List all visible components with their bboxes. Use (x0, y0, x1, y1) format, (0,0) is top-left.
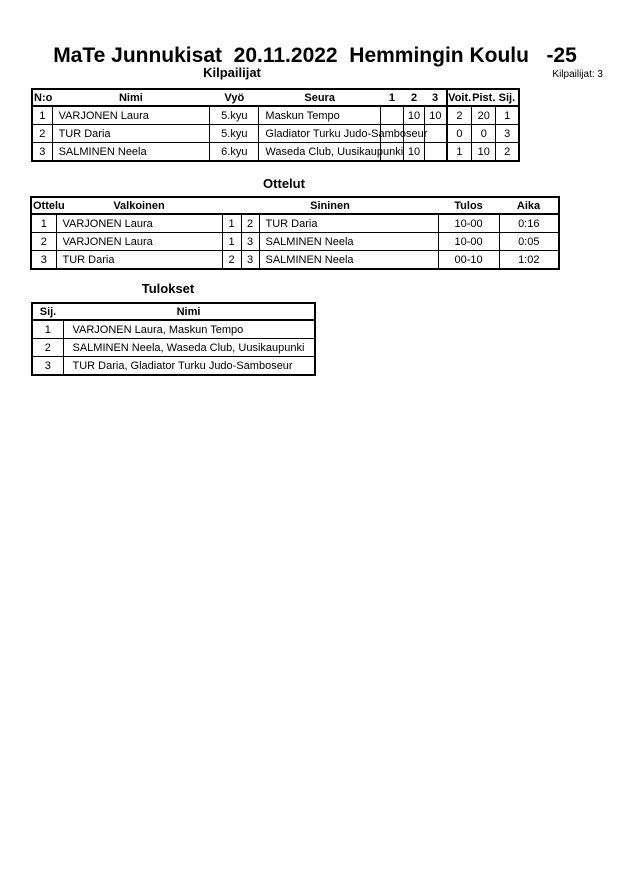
cell-sij: 3 (496, 125, 519, 143)
competitor-row (32, 106, 519, 125)
header-cell-pist: Pist. (472, 89, 496, 106)
header-cell-sij: Sij. (32, 303, 63, 320)
competitor-row (32, 143, 519, 162)
competitors-header-row (32, 89, 519, 106)
competitor-row (32, 125, 519, 143)
cell-match3: 10 (425, 106, 447, 125)
cell-nimi: SALMINEN Neela, Waseda Club, Uusikaupunki (63, 339, 315, 357)
header-cell-valkoinen: Valkoinen (56, 197, 222, 214)
cell-seura: Gladiator Turku Judo-Samboseur (259, 125, 380, 143)
header-cell-match3: 3 (425, 89, 447, 106)
cell-no: 3 (32, 143, 52, 162)
page-title: MaTe Junnukisat 20.11.2022 Hemmingin Koulu -25 (53, 44, 577, 67)
cell-aika: 0:05 (499, 233, 559, 251)
cell-white-number: 2 (222, 251, 241, 270)
result-row (32, 357, 315, 376)
header-cell-voit: Voit. (447, 89, 472, 106)
cell-sij: 1 (32, 320, 63, 339)
results-header-row (32, 303, 315, 320)
cell-aika: 0:16 (499, 214, 559, 233)
cell-blue-number: 3 (241, 251, 259, 270)
header-cell-sininen: Sininen (222, 197, 438, 214)
header-cell-nimi: Nimi (63, 303, 315, 320)
result-row (32, 339, 315, 357)
cell-sij: 1 (496, 106, 519, 125)
cell-vyo: 5.kyu (210, 125, 259, 143)
cell-match-no: 2 (31, 233, 56, 251)
cell-aika: 1:02 (499, 251, 559, 270)
cell-white-number: 1 (222, 214, 241, 233)
header-cell-match2: 2 (403, 89, 424, 106)
header-cell-aika: Aika (499, 197, 559, 214)
cell-nimi: VARJONEN Laura, Maskun Tempo (63, 320, 315, 339)
header-cell-ottelu: Ottelu (31, 197, 56, 214)
cell-match-no: 3 (31, 251, 56, 270)
competitors-count: Kilpailijat: 3 (552, 69, 603, 80)
cell-no: 2 (32, 125, 52, 143)
cell-vyo: 6.kyu (210, 143, 259, 162)
cell-sij: 3 (32, 357, 63, 376)
header-cell-match1: 1 (380, 89, 403, 106)
results-table (31, 302, 316, 376)
cell-voit: 1 (447, 143, 472, 162)
cell-pist: 0 (472, 125, 496, 143)
cell-blue-number: 3 (241, 233, 259, 251)
cell-blue-name: SALMINEN Neela (259, 251, 438, 270)
cell-tulos: 10-00 (438, 214, 499, 233)
cell-match3 (425, 125, 447, 143)
cell-match2: 10 (403, 106, 424, 125)
cell-white-name: VARJONEN Laura (56, 214, 222, 233)
cell-tulos: 10-00 (438, 233, 499, 251)
cell-voit: 2 (447, 106, 472, 125)
cell-pist: 20 (472, 106, 496, 125)
match-row (31, 233, 559, 251)
cell-nimi: TUR Daria (52, 125, 210, 143)
cell-tulos: 00-10 (438, 251, 499, 270)
cell-match2: 10 (403, 143, 424, 162)
header-cell-sij: Sij. (496, 89, 519, 106)
section-heading-ottelut: Ottelut (263, 176, 305, 191)
cell-no: 1 (32, 106, 52, 125)
competitors-table (31, 88, 520, 162)
header-cell-nimi: Nimi (52, 89, 210, 106)
cell-nimi: VARJONEN Laura (52, 106, 210, 125)
cell-sij: 2 (32, 339, 63, 357)
header-cell-tulos: Tulos (438, 197, 499, 214)
cell-blue-name: TUR Daria (259, 214, 438, 233)
cell-white-name: VARJONEN Laura (56, 233, 222, 251)
cell-seura: Maskun Tempo (259, 106, 380, 125)
cell-blue-name: SALMINEN Neela (259, 233, 438, 251)
cell-match3 (425, 143, 447, 162)
cell-pist: 10 (472, 143, 496, 162)
matches-header-row (31, 197, 559, 214)
cell-voit: 0 (447, 125, 472, 143)
header-cell-no: N:o (32, 89, 52, 106)
cell-white-name: TUR Daria (56, 251, 222, 270)
cell-nimi: SALMINEN Neela (52, 143, 210, 162)
cell-blue-number: 2 (241, 214, 259, 233)
cell-white-number: 1 (222, 233, 241, 251)
cell-nimi: TUR Daria, Gladiator Turku Judo-Samboseur (63, 357, 315, 376)
matches-table (30, 196, 560, 270)
cell-match-no: 1 (31, 214, 56, 233)
match-row (31, 214, 559, 233)
result-row (32, 320, 315, 339)
cell-match1 (380, 106, 403, 125)
cell-sij: 2 (496, 143, 519, 162)
cell-vyo: 5.kyu (210, 106, 259, 125)
header-cell-seura: Seura (259, 89, 380, 106)
header-cell-vyo: Vyö (210, 89, 259, 106)
match-row (31, 251, 559, 270)
section-heading-kilpailijat: Kilpailijat (203, 65, 261, 80)
section-heading-tulokset: Tulokset (141, 281, 195, 296)
cell-seura: Waseda Club, Uusikaupunki (259, 143, 380, 162)
